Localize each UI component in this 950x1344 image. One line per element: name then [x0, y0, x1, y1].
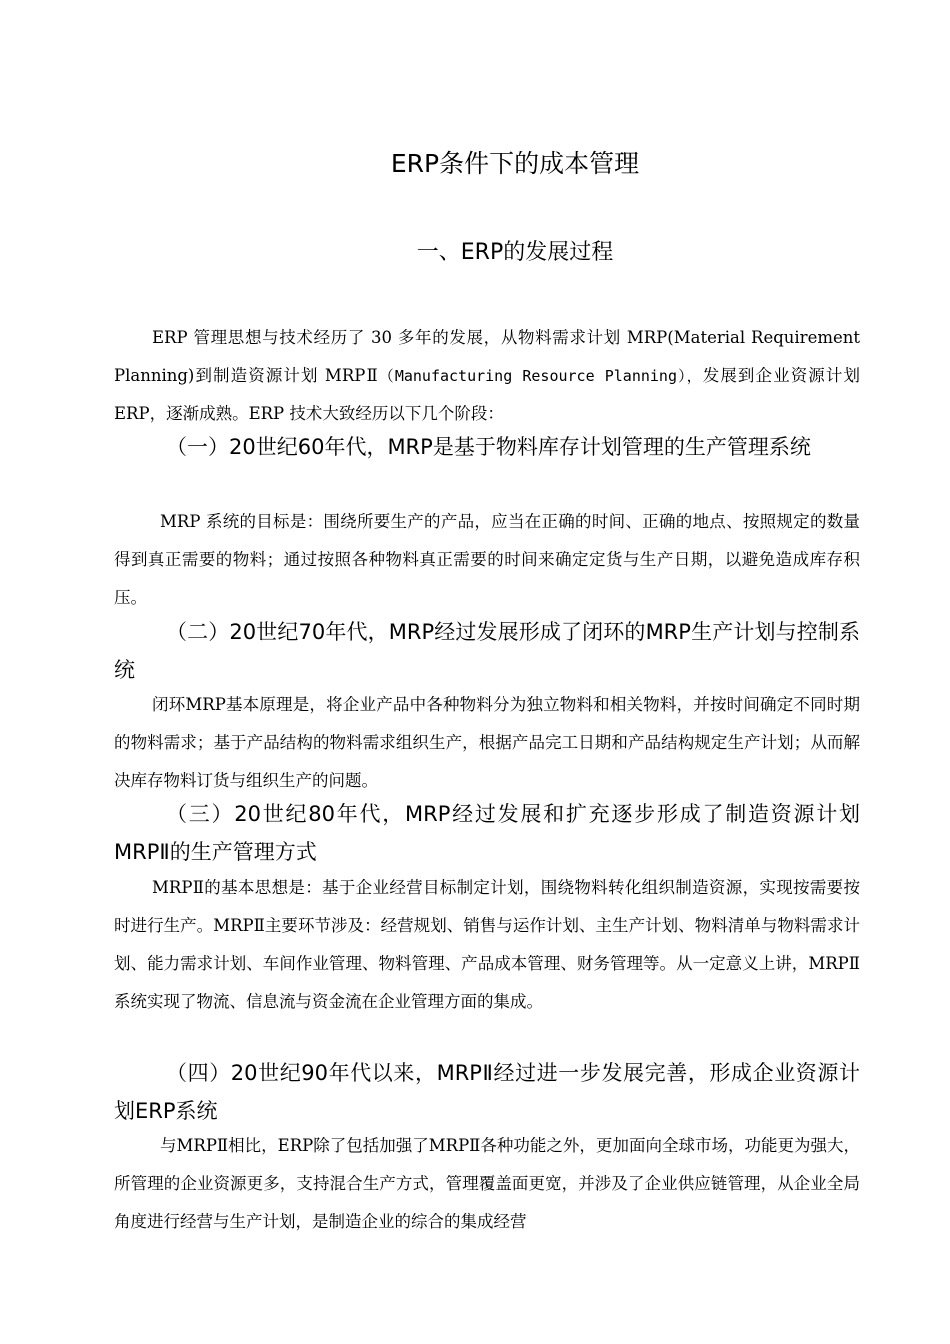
stage-4-heading: （四）20世纪90年代以来，MRPⅡ经过进一步发展完善，形成企业资源计划ERP系统 — [114, 1061, 860, 1123]
intro-text-part1: ERP 管理思想与技术经历了 30 多年的发展，从物料需求计划 MRP(Material Requirement Planning)到制造资源计划 MRPⅡ — [114, 328, 860, 385]
intro-text-part2: （Manufacturing Resource Planning）， — [378, 367, 703, 385]
stage-2-paragraph: 闭环MRP基本原理是，将企业产品中各种物料分为独立物料和相关物料，并按时间确定不同时期的物料需求；基于产品结构的物料需求组织生产，根据产品完工日期和产品结构规定生产计划；从而解决库存物料订货与组织生产的问题。 — [114, 695, 860, 790]
stage-2-heading: （二）20世纪70年代，MRP经过发展形成了闭环的MRP生产计划与控制系统 — [114, 620, 860, 682]
section-title: 一、ERP的发展过程 — [416, 240, 614, 265]
stage-3-heading: （三）20世纪80年代，MRP经过发展和扩充逐步形成了制造资源计划MRPⅡ的生产管理方式 — [114, 802, 860, 864]
document-title: ERP条件下的成本管理 — [390, 149, 640, 178]
stage-3-paragraph: MRPⅡ的基本思想是：基于企业经营目标制定计划，围绕物料转化组织制造资源，实现按需要按时进行生产。MRPⅡ主要环节涉及：经营规划、销售与运作计划、主生产计划、物料清单与物料需求计划、能力需求计划、车间作业管理、物料管理、产品成本管理、财务管理等。从一定意义上讲，MRPⅡ系统实现了物流、信息流与资金流在企业管理方面的集成。 — [114, 878, 860, 1011]
stage-1-paragraph: MRP 系统的目标是：围绕所要生产的产品，应当在正确的时间、正确的地点、按照规定的数量得到真正需要的物料；通过按照各种物料真正需要的时间来确定定货与生产日期，以避免造成库存积压。 — [114, 512, 860, 607]
intro-paragraph — [114, 319, 860, 433]
stage-1-heading: （一）20世纪60年代，MRP是基于物料库存计划管理的生产管理系统 — [166, 435, 811, 459]
stage-4-paragraph: 与MRPⅡ相比，ERP除了包括加强了MRPⅡ各种功能之外，更加面向全球市场，功能更为强大，所管理的企业资源更多，支持混合生产方式，管理覆盖面更宽，并涉及了企业供应链管理，从企业全局角度进行经营与生产计划，是制造企业的综合的集成经营 — [114, 1136, 860, 1231]
intro-text-part3: 发展到企业资源计划 ERP，逐渐成熟。ERP 技术大致经历以下几个阶段： — [114, 366, 860, 423]
